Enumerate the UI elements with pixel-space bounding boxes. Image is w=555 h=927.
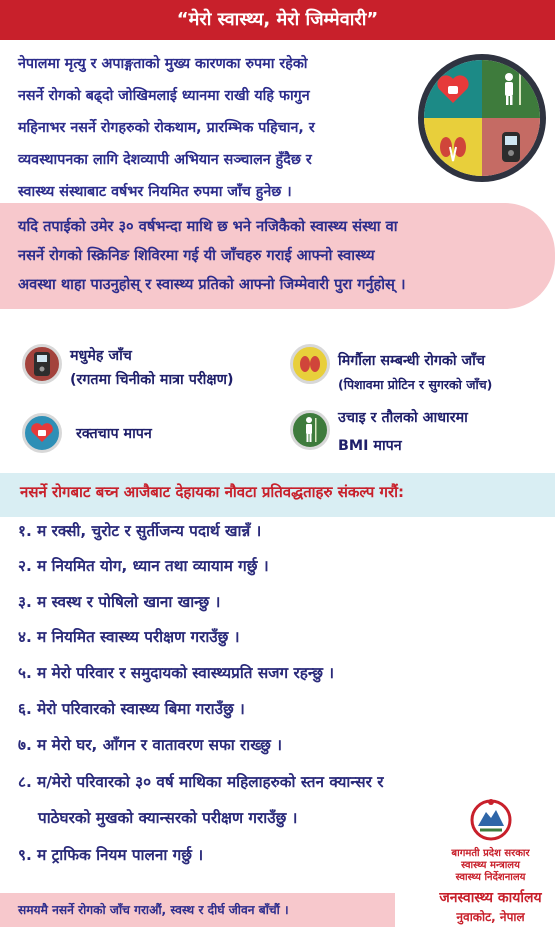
advice-text: [18, 212, 548, 299]
glucometer-icon: [482, 118, 540, 176]
pledge-item: ७. म मेरो घर, आँगन र वातावरण सफा राख्छु ।: [18, 736, 283, 754]
height-weight-icon: [482, 60, 540, 118]
pledge-item: ५. म मेरो परिवार र समुदायको स्वास्थ्यप्रति सजग रहन्छु ।: [18, 664, 335, 682]
advice-line: अवस्था थाहा पाउनुहोस् र स्वास्थ्य प्रतिको आफ्नो जिम्मेवारी पुरा गर्नुहोस् ।: [18, 276, 406, 293]
kidney-icon: [290, 344, 330, 384]
test-title: रक्तचाप मापन: [76, 426, 152, 442]
pledge-title: नसर्ने रोगबाट बच्न आजैबाट देहायका नौवटा प्रतिवद्धताहरु संकल्प गरौं:: [20, 483, 405, 501]
kidney-icon: [424, 118, 482, 176]
advice-line: यदि तपाईको उमेर ३० वर्षभन्दा माथि छ भने नजिकैको स्वास्थ्य संस्था वा: [18, 218, 398, 235]
test-detail: (रगतमा चिनीको मात्रा परीक्षण): [70, 372, 234, 388]
test-title: उचाइ र तौलको आधारमा: [338, 410, 468, 426]
org-line: स्वास्थ्य मन्त्रालय: [461, 860, 520, 871]
glucometer-icon: [22, 344, 62, 384]
intro-line: महिनाभर नसर्ने रोगहरुको रोकथाम, प्रारम्भिक पहिचान, र: [18, 120, 315, 136]
pledge-item: ९. म ट्राफिक नियम पालना गर्छु ।: [18, 846, 204, 864]
health-check-emblem: [418, 54, 546, 182]
pledge-item: १. म रक्सी, चुरोट र सुर्तीजन्य पदार्थ खान्नँ ।: [18, 522, 262, 540]
test-title: मधुमेह जाँच: [70, 348, 132, 364]
org-names: [428, 848, 553, 884]
org-line: स्वास्थ्य निर्देशनालय: [455, 872, 526, 883]
bp-test: [22, 413, 62, 453]
test-detail: (पिशावमा प्रोटिन र सुगरको जाँच): [338, 377, 493, 392]
diabetes-test: [22, 344, 62, 384]
blood-pressure-icon: [424, 60, 482, 118]
office-name: जनस्वास्थ्य कार्यालय: [439, 890, 542, 906]
intro-line: नेपालमा मृत्यु र अपाङ्गताको मुख्य कारणका रुपमा रहेको: [18, 56, 308, 72]
intro-line: नसर्ने रोगको बढ्दो जोखिमलाई ध्यानमा राखी यहि फागुन: [18, 88, 310, 104]
pledge-item: ६. मेरो परिवारको स्वास्थ्य बिमा गराउँछु ।: [18, 700, 245, 718]
intro-paragraph: [18, 48, 398, 208]
kidney-test: [290, 344, 330, 384]
pledge-item: ८. म/मेरो परिवारको ३० वर्ष माथिका महिलाहरुको स्तन क्यान्सर र: [18, 773, 384, 791]
footer-slogan: समयमै नसर्ने रोगको जाँच गराऔं, स्वस्थ र दीर्घ जीवन बाँचौं ।: [18, 903, 289, 917]
bmi-test: [290, 410, 330, 450]
bp-test-label: [76, 424, 152, 443]
office-location: नुवाकोट, नेपाल: [456, 910, 525, 924]
bmi-test-label: [338, 404, 468, 460]
pledge-item: ४. म नियमित स्वास्थ्य परीक्षण गराउँछु ।: [18, 628, 240, 646]
pledge-item: ३. म स्वस्थ र पोषिलो खाना खान्छु ।: [18, 593, 221, 611]
intro-line: व्यवस्थापनका लागि देशव्यापी अभियान सञ्चालन हुँदैछ र: [18, 152, 312, 168]
pledge-item-continued: पाठेघरको मुखको क्यान्सरको परीक्षण गराउँछु ।: [38, 809, 298, 827]
intro-line: स्वास्थ्य संस्थाबाट वर्षभर नियमित रुपमा जाँच हुनेछ ।: [18, 184, 292, 200]
government-emblem: [468, 796, 514, 846]
test-detail: BMI मापन: [338, 438, 402, 454]
test-title: मिर्गौला सम्बन्धी रोगको जाँच: [338, 353, 485, 369]
pledge-item: २. म नियमित योग, ध्यान तथा व्यायाम गर्छु ।: [18, 557, 269, 575]
diabetes-test-label: [70, 344, 234, 392]
kidney-test-label: [338, 349, 492, 397]
advice-line: नसर्ने रोगको स्क्रिनिङ शिविरमा गई यी जाँचहरु गराई आफ्नो स्वास्थ्य: [18, 247, 375, 264]
org-line: बागमती प्रदेश सरकार: [451, 848, 530, 859]
blood-pressure-icon: [22, 413, 62, 453]
campaign-banner: “मेरो स्वास्थ्य, मेरो जिम्मेवारी”: [0, 0, 555, 40]
height-weight-icon: [290, 410, 330, 450]
